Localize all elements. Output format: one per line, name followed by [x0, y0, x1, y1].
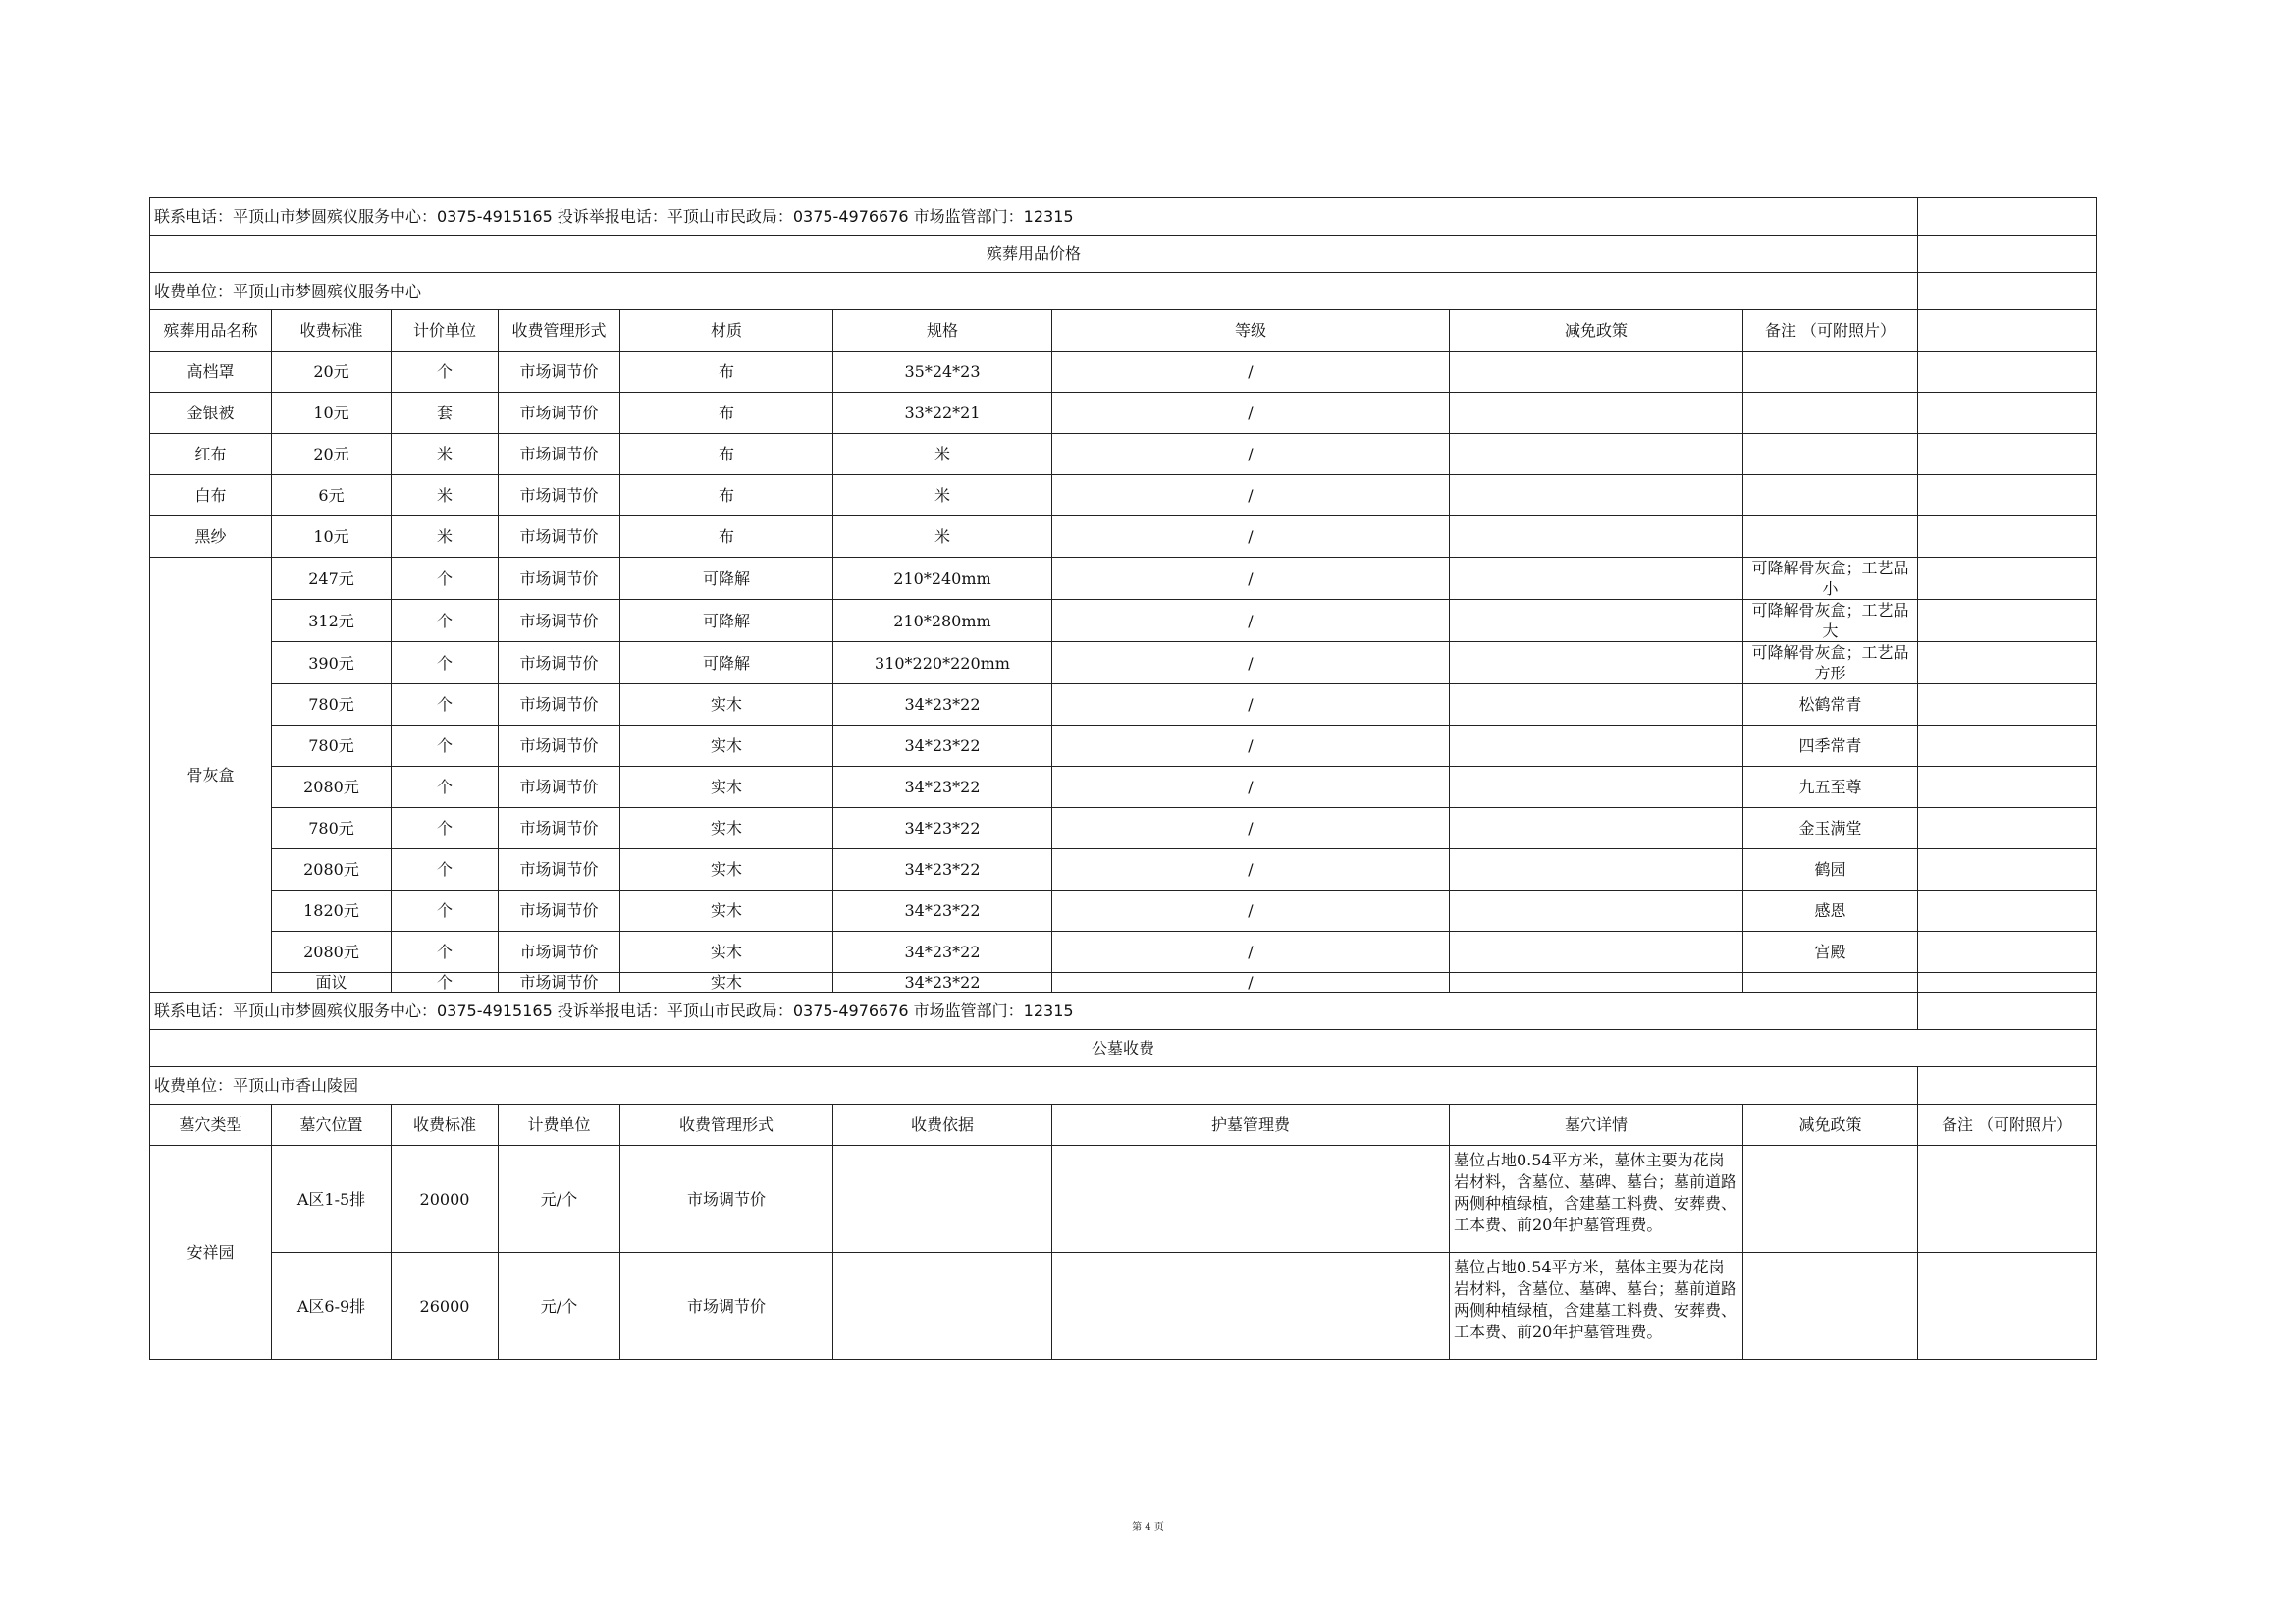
- item-grade: /: [1052, 516, 1450, 558]
- table-header-row: [150, 310, 2097, 352]
- item-note: [1743, 516, 1918, 558]
- contact-line: 联系电话：平顶山市梦圆殡仪服务中心：0375-4915165 投诉举报电话：平顶山市民政局：0375-4976676 市场监管部门：12315: [150, 198, 1918, 236]
- column-header: 计价单位: [392, 310, 499, 352]
- item-form: 市场调节价: [499, 932, 620, 973]
- column-header: 收费管理形式: [499, 310, 620, 352]
- item-price: 247元: [272, 558, 392, 600]
- item-unit: 米: [392, 475, 499, 516]
- column-header: 规格: [833, 310, 1052, 352]
- urn-name: 骨灰盒: [150, 558, 272, 993]
- item-unit: 个: [392, 808, 499, 849]
- item-spec: 34*23*22: [833, 891, 1052, 932]
- page-number: 第 4 页: [1132, 1522, 1164, 1533]
- table-row: [150, 434, 2097, 475]
- charge-unit: 收费单位：平顶山市香山陵园: [150, 1067, 1918, 1105]
- item-grade: /: [1052, 393, 1450, 434]
- item-note: [1743, 973, 1918, 993]
- item-material: 实木: [620, 932, 833, 973]
- item-policy: [1450, 393, 1743, 434]
- item-material: 可降解: [620, 600, 833, 642]
- item-policy: [1450, 808, 1743, 849]
- item-policy: [1450, 849, 1743, 891]
- item-material: 实木: [620, 973, 833, 993]
- item-policy: [1450, 516, 1743, 558]
- item-spec: 34*23*22: [833, 767, 1052, 808]
- item-unit: 米: [392, 434, 499, 475]
- item-form: 市场调节价: [499, 642, 620, 684]
- item-price: 780元: [272, 684, 392, 726]
- grave-unit: 元/个: [499, 1146, 620, 1253]
- contact-line: 联系电话：平顶山市梦圆殡仪服务中心：0375-4915165 投诉举报电话：平顶山市民政局：0375-4976676 市场监管部门：12315: [150, 993, 1918, 1030]
- table-row: [150, 558, 2097, 600]
- table-row: [150, 1253, 2097, 1360]
- grave-price: 20000: [392, 1146, 499, 1253]
- item-unit: 个: [392, 600, 499, 642]
- item-material: 布: [620, 516, 833, 558]
- grave-note: [1918, 1253, 2097, 1360]
- item-form: 市场调节价: [499, 516, 620, 558]
- grave-basis: [833, 1253, 1052, 1360]
- item-note: [1743, 393, 1918, 434]
- item-note: 可降解骨灰盒；工艺品大: [1743, 600, 1918, 642]
- item-policy: [1450, 642, 1743, 684]
- item-policy: [1450, 767, 1743, 808]
- item-policy: [1450, 600, 1743, 642]
- table-row: [150, 932, 2097, 973]
- column-header: 等级: [1052, 310, 1450, 352]
- item-spec: 33*22*21: [833, 393, 1052, 434]
- item-spec: 34*23*22: [833, 684, 1052, 726]
- table-row: [150, 726, 2097, 767]
- column-header: 墓穴位置: [272, 1105, 392, 1146]
- price-table: [149, 197, 2097, 1360]
- table-row: [150, 516, 2097, 558]
- item-material: 布: [620, 393, 833, 434]
- grave-location: A区1-5排: [272, 1146, 392, 1253]
- item-price: 780元: [272, 808, 392, 849]
- item-material: 实木: [620, 684, 833, 726]
- item-material: 可降解: [620, 558, 833, 600]
- item-material: 实木: [620, 849, 833, 891]
- item-form: 市场调节价: [499, 600, 620, 642]
- item-spec: 34*23*22: [833, 973, 1052, 993]
- item-grade: /: [1052, 475, 1450, 516]
- item-policy: [1450, 558, 1743, 600]
- section-title: 公墓收费: [150, 1030, 2097, 1067]
- column-header: 墓穴类型: [150, 1105, 272, 1146]
- grave-price: 26000: [392, 1253, 499, 1360]
- item-material: 实木: [620, 726, 833, 767]
- grave-fee: [1052, 1146, 1450, 1253]
- item-grade: /: [1052, 849, 1450, 891]
- item-policy: [1450, 434, 1743, 475]
- item-form: 市场调节价: [499, 352, 620, 393]
- column-header: 收费管理形式: [620, 1105, 833, 1146]
- table-row: [150, 767, 2097, 808]
- table-row: [150, 642, 2097, 684]
- item-note: 四季常青: [1743, 726, 1918, 767]
- item-grade: /: [1052, 352, 1450, 393]
- item-form: 市场调节价: [499, 973, 620, 993]
- item-note: 感恩: [1743, 891, 1918, 932]
- item-form: 市场调节价: [499, 767, 620, 808]
- table-row: [150, 475, 2097, 516]
- item-grade: /: [1052, 767, 1450, 808]
- table-row: [150, 684, 2097, 726]
- item-note: [1743, 352, 1918, 393]
- grave-type: 安祥园: [150, 1146, 272, 1360]
- item-material: 布: [620, 475, 833, 516]
- table-row: [150, 393, 2097, 434]
- item-unit: 个: [392, 352, 499, 393]
- column-header: 收费标准: [392, 1105, 499, 1146]
- item-material: 布: [620, 352, 833, 393]
- item-policy: [1450, 684, 1743, 726]
- column-header: 殡葬用品名称: [150, 310, 272, 352]
- item-spec: 34*23*22: [833, 849, 1052, 891]
- item-spec: 34*23*22: [833, 808, 1052, 849]
- item-unit: 个: [392, 767, 499, 808]
- item-price: 2080元: [272, 849, 392, 891]
- item-form: 市场调节价: [499, 558, 620, 600]
- item-unit: 个: [392, 726, 499, 767]
- item-unit: 个: [392, 849, 499, 891]
- item-grade: /: [1052, 726, 1450, 767]
- item-name: 红布: [150, 434, 272, 475]
- grave-form: 市场调节价: [620, 1253, 833, 1360]
- item-unit: 米: [392, 516, 499, 558]
- item-note: 可降解骨灰盒；工艺品小: [1743, 558, 1918, 600]
- item-grade: /: [1052, 642, 1450, 684]
- item-spec: 210*240mm: [833, 558, 1052, 600]
- item-note: 九五至尊: [1743, 767, 1918, 808]
- item-spec: 米: [833, 516, 1052, 558]
- column-header: 备注 （可附照片）: [1918, 1105, 2097, 1146]
- item-price: 面议: [272, 973, 392, 993]
- item-grade: /: [1052, 600, 1450, 642]
- item-policy: [1450, 932, 1743, 973]
- item-form: 市场调节价: [499, 849, 620, 891]
- table-header-row: [150, 1105, 2097, 1146]
- item-price: 1820元: [272, 891, 392, 932]
- grave-detail: 墓位占地0.54平方米，墓体主要为花岗岩材料，含墓位、墓碑、墓台；墓前道路两侧种植绿植，含建墓工料费、安葬费、工本费、前20年护墓管理费。: [1450, 1146, 1743, 1253]
- item-grade: /: [1052, 558, 1450, 600]
- item-form: 市场调节价: [499, 393, 620, 434]
- item-spec: 米: [833, 434, 1052, 475]
- item-material: 实木: [620, 767, 833, 808]
- item-spec: 米: [833, 475, 1052, 516]
- column-header: 收费依据: [833, 1105, 1052, 1146]
- grave-note: [1918, 1146, 2097, 1253]
- item-form: 市场调节价: [499, 684, 620, 726]
- table-row: [150, 849, 2097, 891]
- grave-fee: [1052, 1253, 1450, 1360]
- item-policy: [1450, 475, 1743, 516]
- item-grade: /: [1052, 808, 1450, 849]
- section-title: 殡葬用品价格: [150, 236, 1918, 273]
- item-price: 6元: [272, 475, 392, 516]
- item-form: 市场调节价: [499, 891, 620, 932]
- grave-location: A区6-9排: [272, 1253, 392, 1360]
- item-price: 20元: [272, 434, 392, 475]
- item-grade: /: [1052, 434, 1450, 475]
- item-name: 黑纱: [150, 516, 272, 558]
- item-policy: [1450, 352, 1743, 393]
- item-policy: [1450, 891, 1743, 932]
- charge-unit: 收费单位：平顶山市梦圆殡仪服务中心: [150, 273, 1918, 310]
- item-note: 鹤园: [1743, 849, 1918, 891]
- item-price: 2080元: [272, 932, 392, 973]
- column-header: 材质: [620, 310, 833, 352]
- grave-detail: 墓位占地0.54平方米，墓体主要为花岗岩材料，含墓位、墓碑、墓台；墓前道路两侧种植绿植，含建墓工料费、安葬费、工本费、前20年护墓管理费。: [1450, 1253, 1743, 1360]
- item-policy: [1450, 973, 1743, 993]
- item-grade: /: [1052, 973, 1450, 993]
- grave-form: 市场调节价: [620, 1146, 833, 1253]
- grave-unit: 元/个: [499, 1253, 620, 1360]
- item-unit: 个: [392, 558, 499, 600]
- item-note: 松鹤常青: [1743, 684, 1918, 726]
- item-price: 2080元: [272, 767, 392, 808]
- item-grade: /: [1052, 932, 1450, 973]
- grave-policy: [1743, 1253, 1918, 1360]
- item-name: 高档罩: [150, 352, 272, 393]
- item-spec: 310*220*220mm: [833, 642, 1052, 684]
- item-material: 实木: [620, 808, 833, 849]
- column-header: 减免政策: [1450, 310, 1743, 352]
- item-material: 布: [620, 434, 833, 475]
- item-form: 市场调节价: [499, 475, 620, 516]
- item-price: 10元: [272, 516, 392, 558]
- item-form: 市场调节价: [499, 726, 620, 767]
- item-unit: 个: [392, 684, 499, 726]
- table-row: [150, 891, 2097, 932]
- item-name: 金银被: [150, 393, 272, 434]
- table-row: [150, 973, 2097, 993]
- item-material: 可降解: [620, 642, 833, 684]
- table-row: [150, 1146, 2097, 1253]
- item-spec: 210*280mm: [833, 600, 1052, 642]
- item-unit: 个: [392, 973, 499, 993]
- item-name: 白布: [150, 475, 272, 516]
- item-form: 市场调节价: [499, 434, 620, 475]
- column-header: 计费单位: [499, 1105, 620, 1146]
- item-unit: 套: [392, 393, 499, 434]
- item-grade: /: [1052, 891, 1450, 932]
- item-note: 金玉满堂: [1743, 808, 1918, 849]
- item-spec: 35*24*23: [833, 352, 1052, 393]
- item-price: 312元: [272, 600, 392, 642]
- item-unit: 个: [392, 891, 499, 932]
- item-unit: 个: [392, 932, 499, 973]
- item-note: 可降解骨灰盒；工艺品方形: [1743, 642, 1918, 684]
- item-material: 实木: [620, 891, 833, 932]
- grave-policy: [1743, 1146, 1918, 1253]
- column-header: 收费标准: [272, 310, 392, 352]
- table-row: [150, 808, 2097, 849]
- column-header: 备注 （可附照片）: [1743, 310, 1918, 352]
- item-form: 市场调节价: [499, 808, 620, 849]
- column-header: 护墓管理费: [1052, 1105, 1450, 1146]
- table-row: [150, 352, 2097, 393]
- column-header: 墓穴详情: [1450, 1105, 1743, 1146]
- item-note: 宫殿: [1743, 932, 1918, 973]
- item-policy: [1450, 726, 1743, 767]
- item-price: 390元: [272, 642, 392, 684]
- item-price: 10元: [272, 393, 392, 434]
- item-unit: 个: [392, 642, 499, 684]
- item-spec: 34*23*22: [833, 932, 1052, 973]
- grave-basis: [833, 1146, 1052, 1253]
- item-note: [1743, 475, 1918, 516]
- item-price: 780元: [272, 726, 392, 767]
- item-note: [1743, 434, 1918, 475]
- item-price: 20元: [272, 352, 392, 393]
- table-row: [150, 600, 2097, 642]
- column-header: 减免政策: [1743, 1105, 1918, 1146]
- item-spec: 34*23*22: [833, 726, 1052, 767]
- item-grade: /: [1052, 684, 1450, 726]
